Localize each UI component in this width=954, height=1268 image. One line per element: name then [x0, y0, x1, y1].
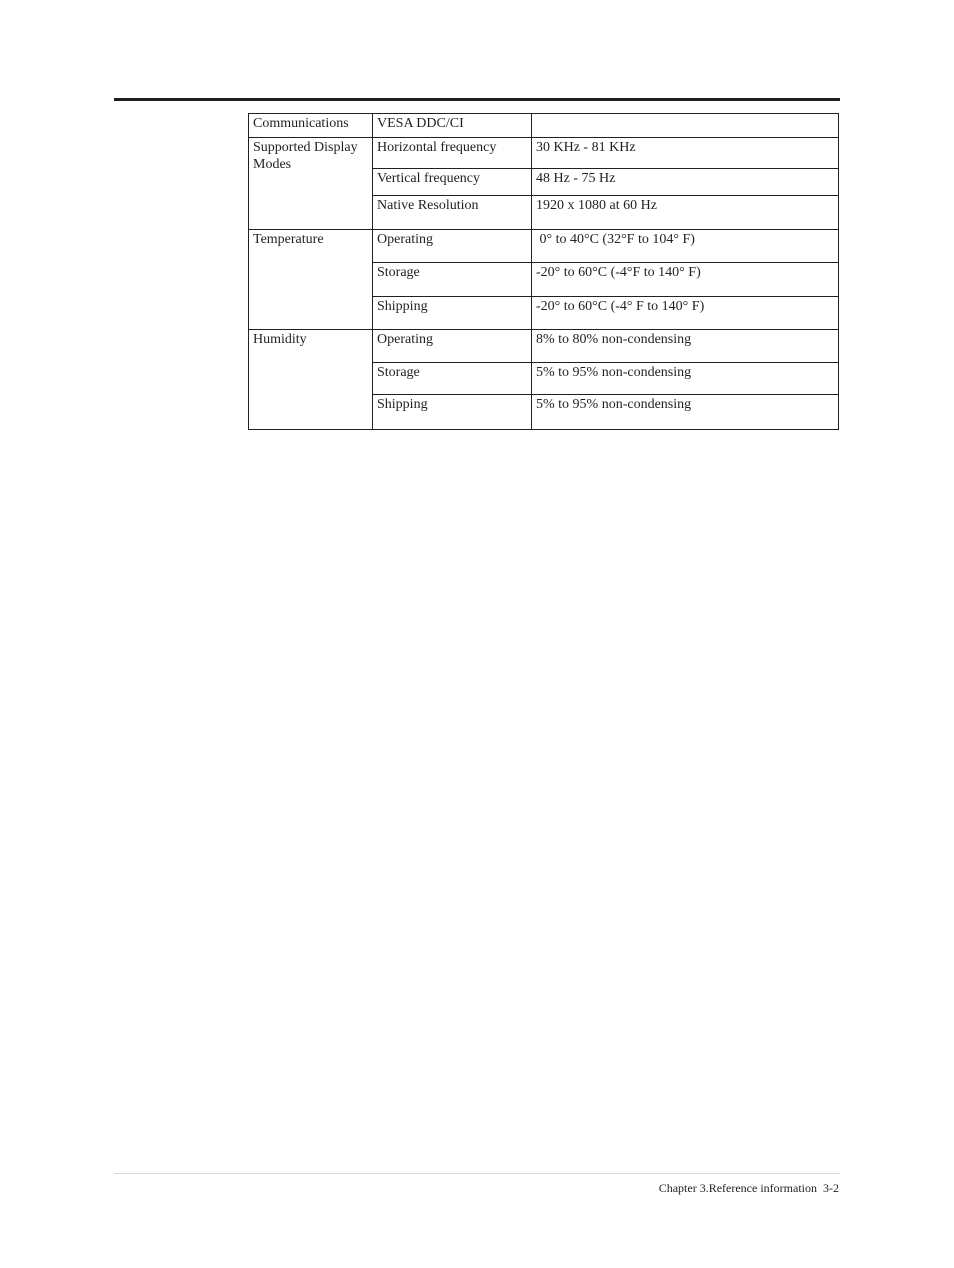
row-value: [532, 114, 839, 138]
row-value: -20° to 60°C (-4°F to 140° F): [532, 263, 839, 297]
row-subcategory: Vertical frequency: [373, 169, 532, 196]
row-value: -20° to 60°C (-4° F to 140° F): [532, 297, 839, 330]
row-value: 30 KHz - 81 KHz: [532, 138, 839, 169]
row-value: 0° to 40°C (32°F to 104° F): [532, 230, 839, 263]
row-subcategory: Shipping: [373, 297, 532, 330]
header-rule: [114, 98, 840, 101]
table-row: [249, 230, 839, 263]
row-subcategory: Operating: [373, 230, 532, 263]
page-footer: [659, 1181, 839, 1196]
row-label: Supported Display Modes: [249, 138, 373, 230]
footer-chapter: Chapter 3.Reference information: [658, 1181, 817, 1195]
table-row: [249, 330, 839, 363]
row-subcategory: Operating: [373, 330, 532, 363]
row-label: Humidity: [249, 330, 373, 430]
row-value: 5% to 95% non-condensing: [532, 363, 839, 395]
footer-rule: [114, 1173, 840, 1174]
row-subcategory: VESA DDC/CI: [373, 114, 532, 138]
row-label: Communications: [249, 114, 373, 138]
row-subcategory: Shipping: [373, 395, 532, 430]
specifications-table: [248, 113, 839, 430]
row-subcategory: Storage: [373, 263, 532, 297]
table-row: [249, 138, 839, 169]
table-row: [249, 114, 839, 138]
row-subcategory: Horizontal frequency: [373, 138, 532, 169]
row-value: 1920 x 1080 at 60 Hz: [532, 196, 839, 230]
page-number: 3-2: [823, 1181, 839, 1195]
row-value: 5% to 95% non-condensing: [532, 395, 839, 430]
row-value: 48 Hz - 75 Hz: [532, 169, 839, 196]
row-subcategory: Storage: [373, 363, 532, 395]
row-value: 8% to 80% non-condensing: [532, 330, 839, 363]
row-subcategory: Native Resolution: [373, 196, 532, 230]
row-label: Temperature: [249, 230, 373, 330]
